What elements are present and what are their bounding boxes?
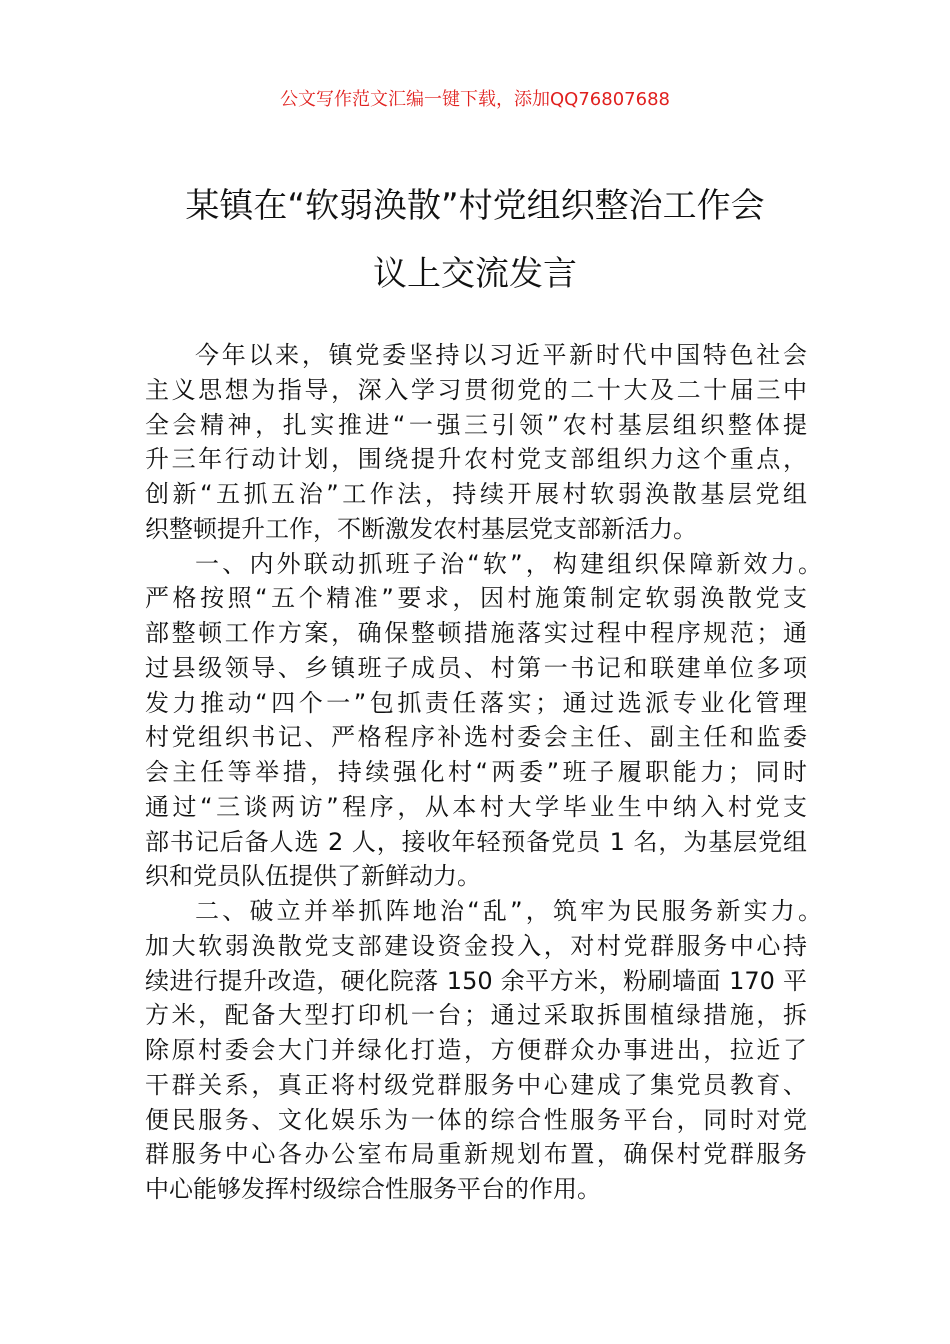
- text-line: 通过“三谈两访”程序，从本村大学毕业生中纳入村党支: [145, 792, 807, 821]
- document-body: [145, 338, 822, 1207]
- text-line: 中心能够发挥村级综合性服务平台的作用。: [145, 1175, 601, 1203]
- paragraph-section-1: [145, 547, 822, 895]
- text-line: 部整顿工作方案，确保整顿措施落实过程中程序规范；通: [145, 619, 807, 647]
- document-title-line-2: 议上交流发言: [373, 254, 577, 294]
- document-title-line-1: 某镇在“软弱涣散”村党组织整治工作会: [185, 186, 765, 226]
- text-line: 群服务中心各办公室布局重新规划布置，确保村党群服务: [145, 1140, 807, 1169]
- text-line: 部书记后备人选 2 人，接收年轻预备党员 1 名，为基层党组: [145, 827, 807, 856]
- text-line: 严格按照“五个精准”要求，因村施策制定软弱涣散党支: [145, 584, 807, 613]
- text-line: 创新“五抓五治”工作法，持续开展村软弱涣散基层党组: [145, 480, 807, 508]
- text-line: 便民服务、文化娱乐为一体的综合性服务平台，同时对党: [145, 1105, 807, 1134]
- text-line: 除原村委会大门并绿化打造，方便群众办事进出，拉近了: [145, 1036, 807, 1064]
- text-line: 织整顿提升工作，不断激发农村基层党支部新活力。: [145, 514, 697, 543]
- text-line: 续进行提升改造，硬化院落 150 余平方米，粉刷墙面 170 平: [145, 966, 807, 995]
- text-line: 主义思想为指导，深入学习贯彻党的二十大及二十届三中: [145, 375, 807, 404]
- download-promo-header: 公文写作范文汇编一键下载，添加QQ76807688: [280, 89, 670, 110]
- text-line: 今年以来，镇党委坚持以习近平新时代中国特色社会: [195, 341, 807, 369]
- text-line: 全会精神，扎实推进“一强三引领”农村基层组织整体提: [145, 410, 807, 439]
- text-line: 织和党员队伍提供了新鲜动力。: [145, 862, 481, 891]
- text-line: 会主任等举措，持续强化村“两委”班子履职能力；同时: [145, 758, 807, 786]
- text-line: 方米，配备大型打印机一台；通过采取拆围植绿措施，拆: [145, 1001, 807, 1030]
- text-line: 加大软弱涣散党支部建设资金投入，对村党群服务中心持: [145, 931, 807, 960]
- paragraph-intro: [145, 338, 807, 547]
- text-line: 过县级领导、乡镇班子成员、村第一书记和联建单位多项: [145, 653, 807, 682]
- text-line: 发力推动“四个一”包抓责任落实；通过选派专业化管理: [145, 688, 807, 717]
- paragraph-section-2: [145, 894, 822, 1207]
- section-heading: 二、破立并举抓阵地治“乱”，筑牢为民服务新实力。: [195, 897, 822, 925]
- text-line: 村党组织书记、严格程序补选村委会主任、副主任和监委: [145, 723, 807, 752]
- section-heading: 一、内外联动抓班子治“软”，构建组织保障新效力。: [195, 549, 822, 578]
- text-line: 升三年行动计划，围绕提升农村党支部组织力这个重点，: [145, 445, 807, 474]
- text-line: 干群关系，真正将村级党群服务中心建成了集党员教育、: [145, 1070, 807, 1099]
